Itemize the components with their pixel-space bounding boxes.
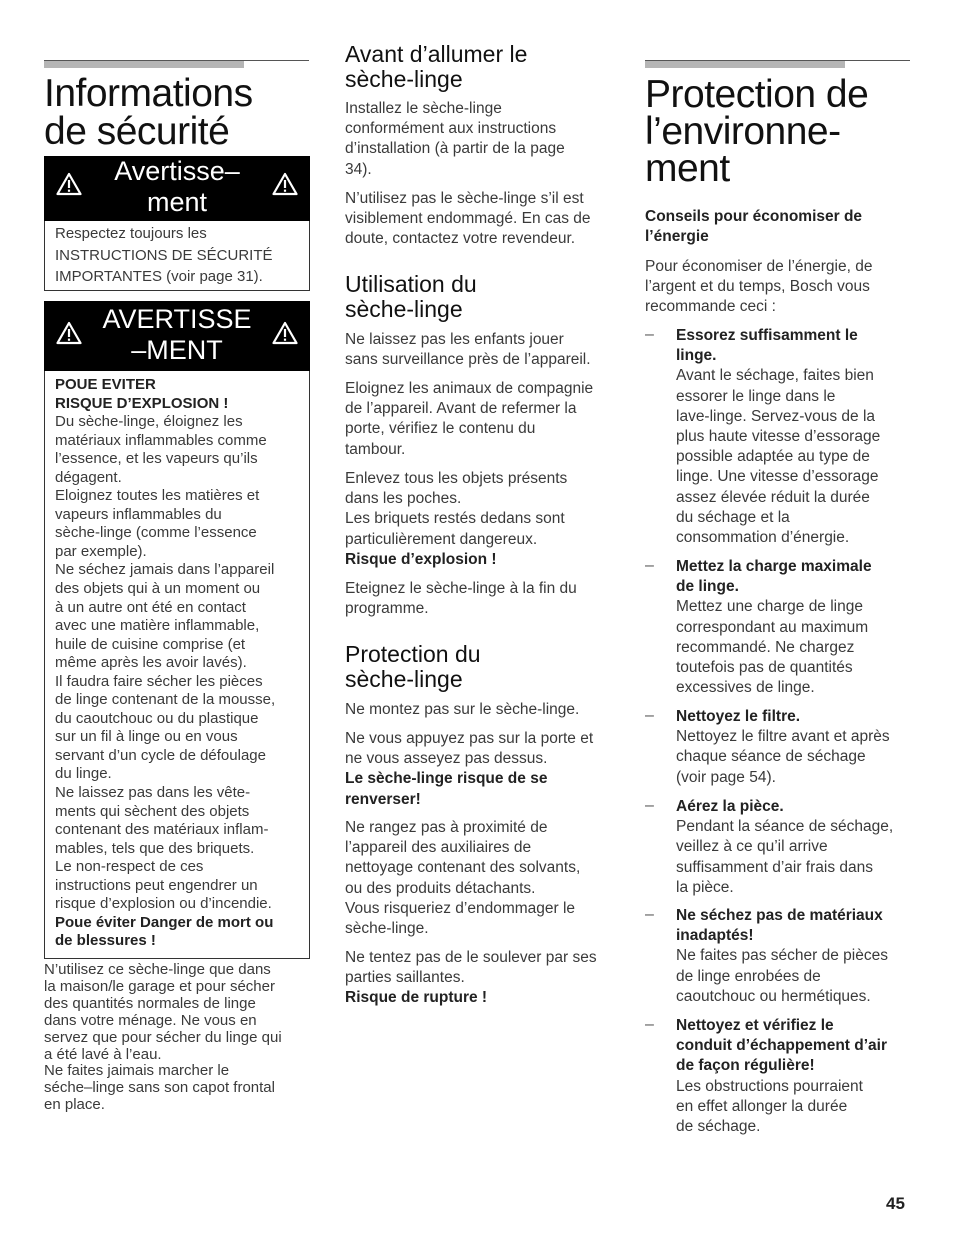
warning-2-text: Du sèche-linge, éloignez les matériaux inflammables comme l’essence, et les vapeurs qu’ils dégagent. Eloignez toutes les matières et vapeurs inflammables du sèche-linge (comme l’essence par exemple). Ne séchez jamais dans l’appareil des objets qui à un moment ou à un autre ont été en contact avec une matière inflammable, huile de cuisine comprise (et même après les avoir lavés). Il faudra faire sécher les pièces de linge contenant de la mousse, du caoutchouc ou du plastique sur un fil à linge ou en vous servant d’un cycle de défoulage du linge. Ne laissez pas dans les vête- ments qui sèchent des objets contenant des matériaux inflam- mables, tels que des briquets. Le non-respect de ces instructions peut engendrer un risque d’explosion ou d’incendie. [55,413,276,913]
paragraph: Ne rangez pas à proximité de l’appareil des auxiliaires de nettoyage contenant des solvants, ou des produits détachants. Vous risqueriez d’endommager le sèche-linge. [345,819,581,938]
warning-banner-2 [44,301,310,371]
tip-item: – Essorez suffisamment le linge. Avant le séchage, faites bien essorer le linge dans le lave-linge. Servez-vous de la plus haute vitesse d’essorage possible adaptée au type de linge. Une vitesse d’essorage assez élevée réduit la durée du séchage et la consommation d’énergie. [645,326,881,547]
tip-item: – Aérez la pièce. Pendant la séance de séchage, veillez à ce qu’il arrive suffisamment d’air frais dans la pièce. [645,797,894,896]
heading-protect-dryer: Protection du sèche-linge [345,641,481,692]
paragraph: Eloignez les animaux de compagnie de l’appareil. Avant de refermer la porte, vérifiez le contenu du tambour. [345,380,594,458]
warning-triangle-icon [56,321,82,345]
subheading-energy: Conseils pour économiser de l’énergie [645,208,863,246]
tip-item: – Nettoyez le filtre. Nettoyez le filtre avant et après chaque séance de séchage (voir page 54). [645,707,890,786]
tip-item: – Mettez la charge maximale de linge. Mettez une charge de linge correspondant au maximum recommandé. Ne chargez toutefois pas de quantités excessives de linge. [645,557,872,697]
warning-box-2 [44,371,310,959]
warning-triangle-icon [272,172,298,196]
page-title-safety: Informations de sécurité [44,72,253,153]
paragraph: Ne vous appuyez pas sur la porte et ne vous asseyez pas dessus. Le sèche-linge risque de se renverser! [345,730,594,808]
paragraph: Enlevez tous les objets présents dans les poches. Les briquets restés dedans sont particulièrement dangereux. Risque d’explosion ! [345,470,568,568]
usage-note: N’utilisez ce sèche-linge que dans la maison/le garage et pour sécher des quantités normales de linge dans votre ménage. Ne vous en servez que pour sécher du linge qui a été lavé à l’eau. Ne faites jaimais marcher le séche–linge sans son capot frontal en place. [44,961,282,1114]
paragraph: Ne tentez pas de le soulever par ses parties saillantes. Risque de rupture ! [345,949,597,1007]
warning-banner-1-title: Avertisse– ment [114,156,240,217]
paragraph: Ne montez pas sur le sèche-linge. [345,701,580,718]
tip-item: – Nettoyez et vérifiez le conduit d’échappement d’air de façon régulière! Les obstructions pourraient en effet allonger la durée de séchage. [645,1016,887,1136]
warning-2-bold-head: POUE EVITER RISQUE D’EXPLOSION ! [55,376,229,412]
top-rule [44,60,309,68]
paragraph: Pour économiser de l’énergie, de l’argent et du temps, Bosch vous recommande ceci : [645,258,873,316]
page-number: 45 [886,1194,905,1213]
paragraph: N’utilisez pas le sèche-linge s’il est visiblement endommagé. En cas de doute, contactez votre revendeur. [345,190,591,248]
warning-triangle-icon [272,321,298,345]
heading-before-start: Avant d’allumer le sèche-linge [345,41,528,92]
warning-triangle-icon [56,172,82,196]
warning-banner-2-title: AVERTISSE –MENT [102,304,252,365]
page-title-environment: Protection de l’environne- ment [645,73,869,190]
heading-using-dryer: Utilisation du sèche-linge [345,271,477,322]
warning-2-bold-tail: Poue éviter Danger de mort ou de blessures ! [55,913,274,950]
paragraph: Eteignez le sèche-linge à la fin du programme. [345,580,577,618]
top-rule [645,60,910,68]
warning-box-1: Respectez toujours les INSTRUCTIONS DE SÉCURITÉ IMPORTANTES (voir page 31). [44,221,310,291]
warning-banner-1 [44,156,310,221]
paragraph: Installez le sèche-linge conformément aux instructions d’installation (à partir de la page 34). [345,100,565,178]
tip-item: – Ne séchez pas de matériaux inadaptés! Ne faites pas sécher de pièces de linge enrobées de caoutchouc ou hermétiques. [645,906,888,1005]
paragraph: Ne laissez pas les enfants jouer sans surveillance près de l’appareil. [345,331,591,369]
